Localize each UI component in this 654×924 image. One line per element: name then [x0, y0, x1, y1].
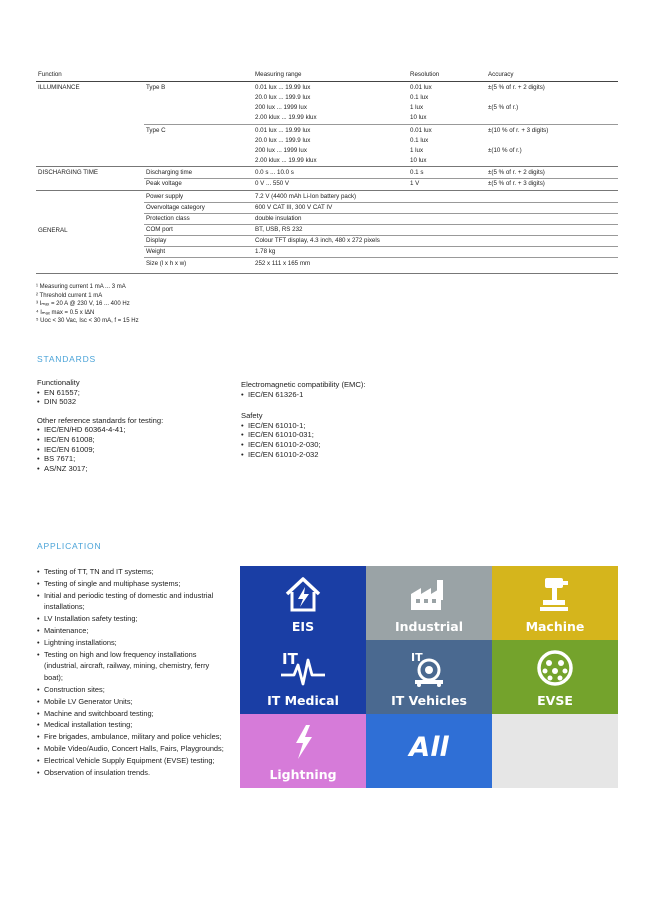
type-b-range: 20.0 lux ... 199.9 lux	[255, 94, 311, 101]
type-c-range: 0.01 lux ... 19.99 lux	[255, 127, 311, 134]
tile-label: Lightning	[269, 767, 337, 782]
discharge-row-res: 1 V	[410, 180, 420, 187]
type-c-res: 0.1 lux	[410, 137, 429, 144]
list-item: • Medical installation testing;	[37, 719, 227, 731]
type-c-accuracy: ±(10 % of r.)	[488, 147, 522, 154]
tile-lightning	[240, 714, 366, 788]
list-item: • Initial and periodic testing of domestic and industrial installations;	[37, 590, 227, 614]
type-c-res: 1 lux	[410, 147, 424, 154]
general-row-name: Display	[146, 237, 167, 244]
standards-heading: STANDARDS	[37, 354, 96, 364]
list-item: • Mobile LV Generator Units;	[37, 696, 227, 708]
type-b-res: 0.01 lux	[410, 84, 432, 91]
house-bolt-icon	[283, 574, 323, 614]
tile-evse	[492, 640, 618, 714]
factory-icon	[407, 574, 451, 614]
list-item: • EN 61557;	[37, 388, 227, 398]
list-item: • IEC/EN 61010-1;	[241, 421, 461, 431]
general-row-value: BT, USB, RS 232	[255, 226, 303, 233]
general-row-name: Protection class	[146, 215, 190, 222]
other-standards-title: Other reference standards for testing:	[37, 415, 164, 425]
general-row-value: 252 x 111 x 165 mm	[255, 260, 311, 267]
list-item: • Machine and switchboard testing;	[37, 708, 227, 720]
standards-right-column	[241, 380, 461, 459]
header-accuracy: Accuracy	[488, 71, 514, 78]
list-item: • Lightning installations;	[37, 637, 227, 649]
discharge-row-name: Peak voltage	[146, 180, 182, 187]
list-item: • Observation of insulation trends.	[37, 767, 227, 779]
application-list	[37, 566, 227, 778]
svg-text:IT: IT	[282, 650, 298, 668]
divider	[144, 246, 618, 247]
type-c-label: Type C	[146, 127, 166, 134]
list-item: • Testing of TT, TN and IT systems;	[37, 566, 227, 578]
section-discharging	[36, 167, 618, 191]
type-c-range: 200 lux ... 1999 lux	[255, 147, 307, 154]
general-row-value: double insulation	[255, 215, 302, 222]
type-c-range: 20.0 lux ... 199.9 lux	[255, 137, 311, 144]
spec-table	[36, 70, 618, 274]
tile-label: IT Medical	[267, 693, 339, 708]
discharge-row-range: 0.0 s ... 10.0 s	[255, 169, 294, 176]
header-resolution: Resolution	[410, 71, 440, 78]
discharge-row-acc: ±(5 % of r. + 3 digits)	[488, 180, 545, 187]
divider	[144, 257, 618, 258]
type-c-accuracy: ±(10 % of r. + 3 digits)	[488, 127, 549, 134]
application-heading: APPLICATION	[37, 541, 102, 551]
header-range: Measuring range	[255, 71, 302, 78]
machine-icon	[535, 574, 575, 614]
general-row-value: 600 V CAT III, 300 V CAT IV	[255, 204, 333, 211]
vehicle-icon	[407, 648, 451, 688]
type-c-res: 0.01 lux	[410, 127, 432, 134]
list-item: • IEC/EN 61010-031;	[241, 430, 461, 440]
divider	[144, 224, 618, 225]
list-item: • LV Installation safety testing;	[37, 613, 227, 625]
tile-label: Machine	[525, 619, 585, 634]
tile-industrial	[366, 566, 492, 640]
list-item: • Maintenance;	[37, 625, 227, 637]
svg-text:IT: IT	[411, 651, 423, 664]
tile-label: EIS	[291, 619, 315, 634]
footnote: ² Threshold current 1 mA	[36, 292, 103, 299]
function-general: GENERAL	[38, 227, 68, 234]
general-row-value: Colour TFT display, 4.3 inch, 480 x 272 pixels	[255, 237, 380, 244]
list-item: • Electrical Vehicle Supply Equipment (EVSE) testing;	[37, 755, 227, 767]
section-illuminance	[36, 82, 618, 167]
type-b-accuracy: ±(5 % of r. + 2 digits)	[488, 84, 545, 91]
type-b-res: 0.1 lux	[410, 94, 429, 101]
footnote: ¹ Measuring current 1 mA ... 3 mA	[36, 284, 126, 290]
tile-eis	[240, 566, 366, 640]
tile-it-medical	[240, 640, 366, 714]
list-item: • AS/NZ 3017;	[37, 464, 227, 474]
header-function: Function	[38, 71, 62, 78]
footnote: ³ Iₘₐₓ = 20 A @ 230 V, 16 ... 400 Hz	[36, 301, 130, 308]
safety-title: Safety	[241, 411, 263, 421]
tile-empty	[492, 714, 618, 788]
function-illuminance: ILLUMINANCE	[38, 84, 80, 91]
tile-machine	[492, 566, 618, 640]
type-b-accuracy: ±(5 % of r.)	[488, 104, 519, 111]
plug-icon	[535, 648, 575, 688]
footnotes	[36, 283, 139, 326]
footnote: ⁴ Iₘₐₓ max = 0.5 x IΔN	[36, 309, 95, 316]
divider	[144, 178, 618, 179]
discharge-row-name: Discharging time	[146, 169, 193, 176]
discharge-row-acc: ±(5 % of r. + 2 digits)	[488, 169, 545, 176]
type-c-range: 2.00 klux ... 19.99 klux	[255, 157, 317, 164]
list-item: • DIN 5032	[37, 397, 227, 407]
tile-label: EVSE	[537, 693, 573, 708]
general-row-value: 7.2 V (4400 mAh Li-Ion battery pack)	[255, 193, 357, 200]
tile-label: Industrial	[395, 619, 463, 634]
list-item: • Testing of single and multiphase systems;	[37, 578, 227, 590]
list-item: • Mobile Video/Audio, Concert Halls, Fairs, Playgrounds;	[37, 743, 227, 755]
list-item: • Construction sites;	[37, 684, 227, 696]
table-header	[36, 70, 618, 82]
list-item: • IEC/EN 61010-2-030;	[241, 440, 461, 450]
tile-all	[366, 714, 492, 788]
general-row-name: COM port	[146, 226, 173, 233]
list-item: • IEC/EN 61009;	[37, 445, 227, 455]
application-tiles	[240, 566, 618, 788]
type-b-range: 200 lux ... 1999 lux	[255, 104, 307, 111]
type-b-res: 10 lux	[410, 114, 427, 121]
divider	[144, 202, 618, 203]
type-b-label: Type B	[146, 84, 166, 91]
divider	[144, 235, 618, 236]
list-item: • Testing on high and low frequency installations (industrial, aircraft, railway, mining, chemistry, ferry boat);	[37, 649, 227, 684]
functionality-title: Functionality	[37, 378, 80, 387]
list-item: • IEC/EN 61010-2-032	[241, 450, 461, 460]
discharge-row-range: 0 V ... 550 V	[255, 180, 290, 187]
function-discharging: DISCHARGING TIME	[38, 169, 99, 176]
general-row-name: Overvoltage category	[146, 204, 205, 211]
heartbeat-icon	[278, 648, 328, 688]
general-row-value: 1.78 kg	[255, 248, 276, 255]
type-b-range: 0.01 lux ... 19.99 lux	[255, 84, 311, 91]
emc-title: Electromagnetic compatibility (EMC):	[241, 380, 366, 389]
standards-left-column	[37, 378, 227, 473]
tile-it-vehicles	[366, 640, 492, 714]
list-item: • IEC/EN 61008;	[37, 435, 227, 445]
tile-label: All	[409, 732, 449, 763]
type-b-range: 2.00 klux ... 19.99 klux	[255, 114, 317, 121]
tile-label: IT Vehicles	[391, 693, 467, 708]
divider	[144, 124, 618, 125]
section-general	[36, 191, 618, 274]
list-item: • IEC/EN/HD 60364-4-41;	[37, 425, 227, 435]
list-item: • BS 7671;	[37, 454, 227, 464]
lightning-icon	[288, 722, 318, 762]
list-item: • IEC/EN 61326-1	[241, 390, 461, 400]
type-b-res: 1 lux	[410, 104, 424, 111]
general-row-name: Power supply	[146, 193, 184, 200]
type-c-res: 10 lux	[410, 157, 427, 164]
general-row-name: Weight	[146, 248, 166, 255]
general-row-name: Size (l x h x w)	[146, 260, 187, 267]
divider	[144, 213, 618, 214]
footnote: ⁵ Uoc < 30 Vac, Isc < 30 mA, f = 15 Hz	[36, 318, 139, 325]
list-item: • Fire brigades, ambulance, military and police vehicles;	[37, 731, 227, 743]
discharge-row-res: 0.1 s	[410, 169, 424, 176]
